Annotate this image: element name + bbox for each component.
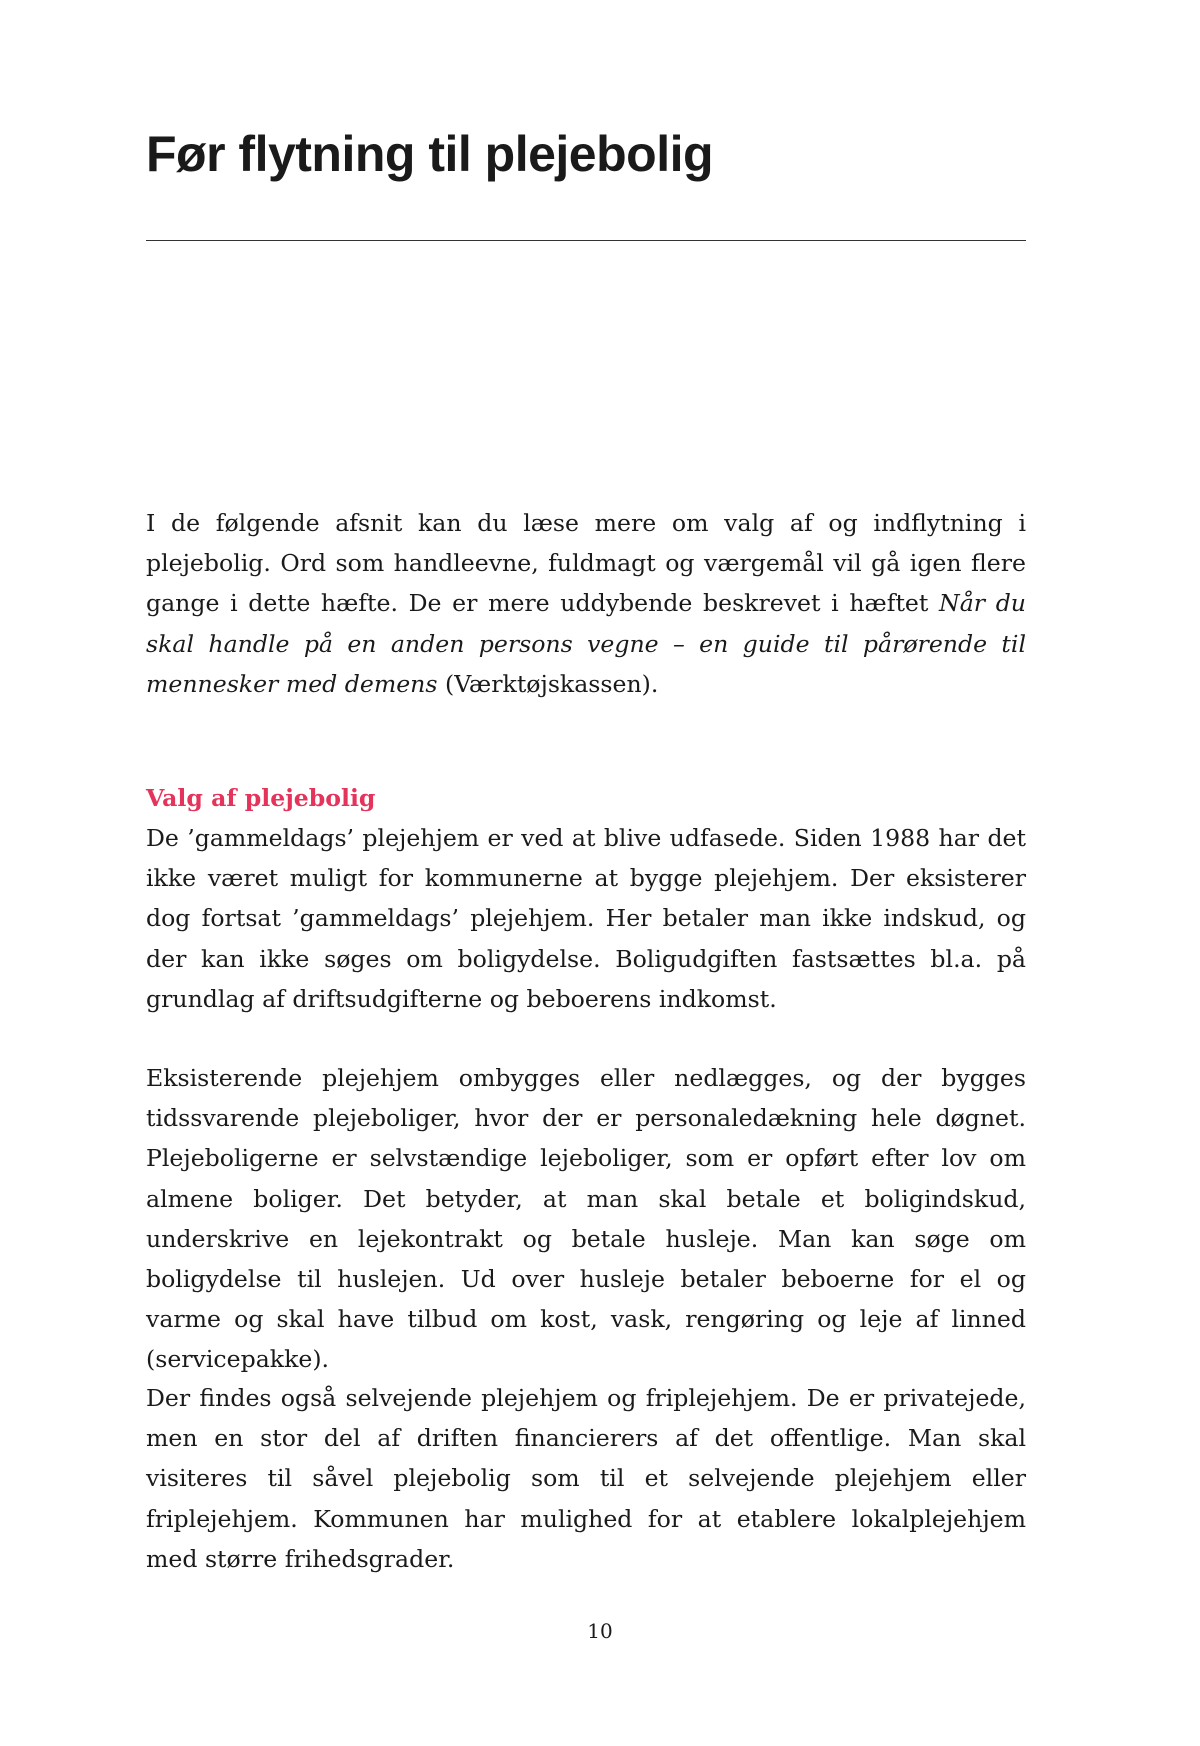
intro-text-start: I de følgende afsnit kan du læse mere om valg af og indflytning i plejebolig. Ord som handleevne, fuldmagt og værgemål vil gå igen flere gange i dette hæfte. De er mere uddybende beskrevet i hæftet bbox=[146, 509, 1026, 618]
section-paragraph-3: Der findes også selvejende plejehjem og friplejehjem. De er privatejede, men en stor del af driften financierers af det offentlige. Man skal visiteres til såvel plejebolig som til et selvejende plejehjem eller friplejehjem. Kommunen har mulighed for at etablere lokalplejehjem med større frihedsgrader. bbox=[146, 1384, 1026, 1573]
section-paragraph-1: De ’gammeldags’ plejehjem er ved at blive udfasede. Siden 1988 har det ikke været muligt for kommunerne at bygge plejehjem. Der eksisterer dog fortsat ’gammeldags’ plejehjem. Her betaler man ikke indskud, og der kan ikke søges om boligydelse. Boligudgiften fastsættes bl.a. på grundlag af driftsudgifterne og beboerens indkomst. bbox=[146, 824, 1026, 1013]
section-heading: Valg af plejebolig bbox=[146, 784, 376, 812]
title-divider bbox=[146, 240, 1026, 241]
intro-book-title: Når du skal handle på en anden persons vegne – en guide til pårørende til mennesker med demens bbox=[146, 589, 1026, 698]
page-number: 10 bbox=[587, 1619, 613, 1643]
section-paragraph-2: Eksisterende plejehjem ombygges eller nedlægges, og der bygges tidssvarende plejeboliger, hvor der er personaledækning hele døgnet. Plejeboligerne er selvstændige lejeboliger, som er opført efter lov om almene boliger. Det betyder, at man skal betale et boligindskud, underskrive en lejekontrakt og betale husleje. Man kan søge om boligydelse til huslejen. Ud over husleje betaler beboerne for el og varme og skal have tilbud om kost, vask, rengøring og leje af linned (servicepakke). bbox=[146, 1064, 1026, 1374]
page-title: Før flytning til plejebolig bbox=[146, 126, 714, 182]
intro-paragraph bbox=[146, 503, 1026, 704]
intro-text-end: (Værktøjskassen). bbox=[437, 669, 659, 698]
